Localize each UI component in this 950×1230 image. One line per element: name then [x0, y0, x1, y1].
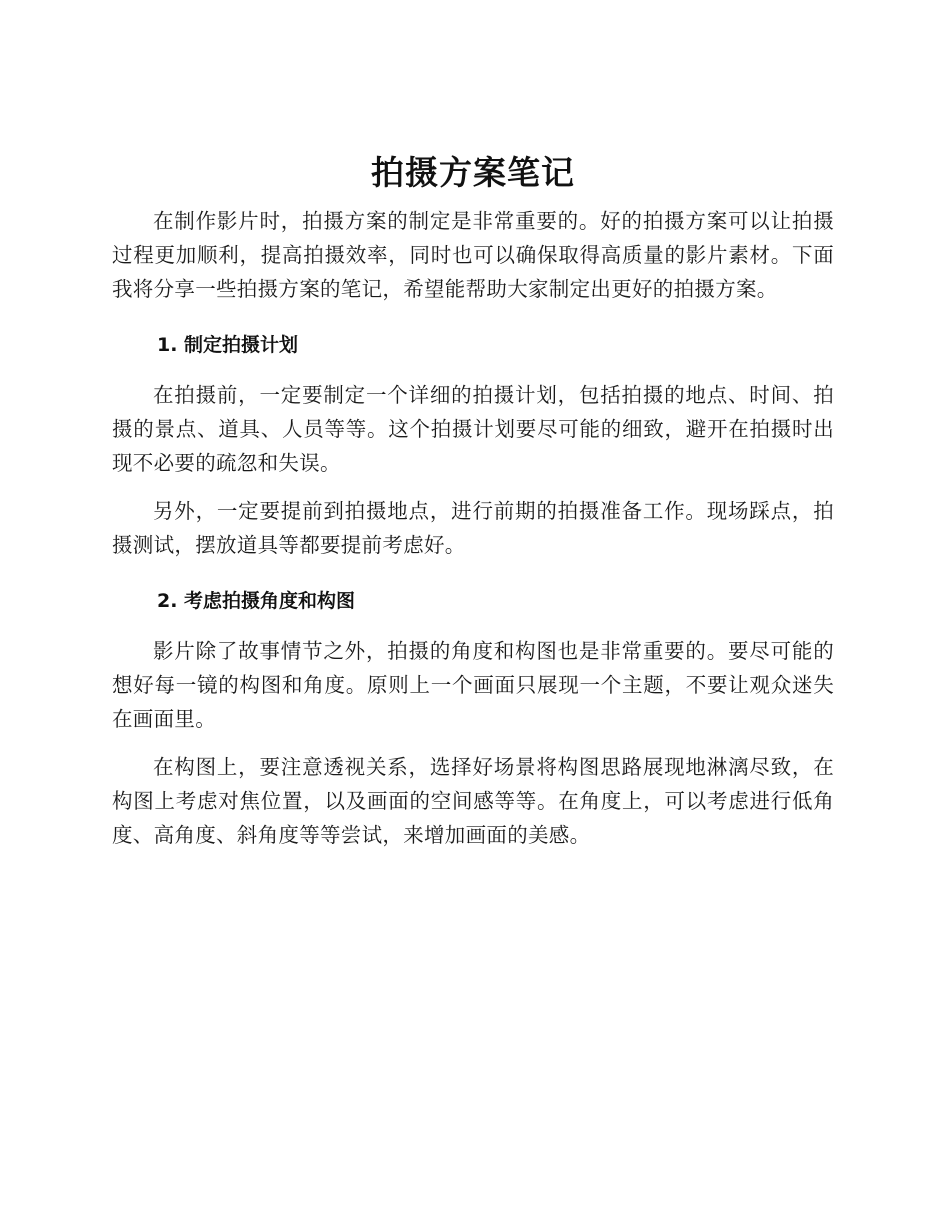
section-plan [112, 328, 834, 562]
document-body [112, 148, 834, 866]
section-paragraph: 影片除了故事情节之外，拍摄的角度和构图也是非常重要的。要尽可能的想好每一镜的构图和角度。原则上一个画面只展现一个主题，不要让观众迷失在画面里。 [112, 639, 834, 731]
section-composition [112, 584, 834, 852]
section-heading: 2. 考虑拍摄角度和构图 [157, 590, 356, 612]
section-paragraph: 在拍摄前，一定要制定一个详细的拍摄计划，包括拍摄的地点、时间、拍摄的景点、道具、人员等等。这个拍摄计划要尽可能的细致，避开在拍摄时出现不必要的疏忽和失误。 [112, 383, 834, 475]
document-title: 拍摄方案笔记 [371, 153, 575, 192]
section-paragraph: 另外，一定要提前到拍摄地点，进行前期的拍摄准备工作。现场踩点，拍摄测试，摆放道具等都要提前考虑好。 [112, 499, 834, 557]
intro-paragraph: 在制作影片时，拍摄方案的制定是非常重要的。好的拍摄方案可以让拍摄过程更加顺利，提高拍摄效率，同时也可以确保取得高质量的影片素材。下面我将分享一些拍摄方案的笔记，希望能帮助大家制定出更好的拍摄方案。 [112, 209, 834, 301]
section-paragraph: 在构图上，要注意透视关系，选择好场景将构图思路展现地淋漓尽致，在构图上考虑对焦位置，以及画面的空间感等等。在角度上，可以考虑进行低角度、高角度、斜角度等等尝试，来增加画面的美感。 [112, 755, 834, 847]
section-heading: 1. 制定拍摄计划 [157, 334, 299, 356]
